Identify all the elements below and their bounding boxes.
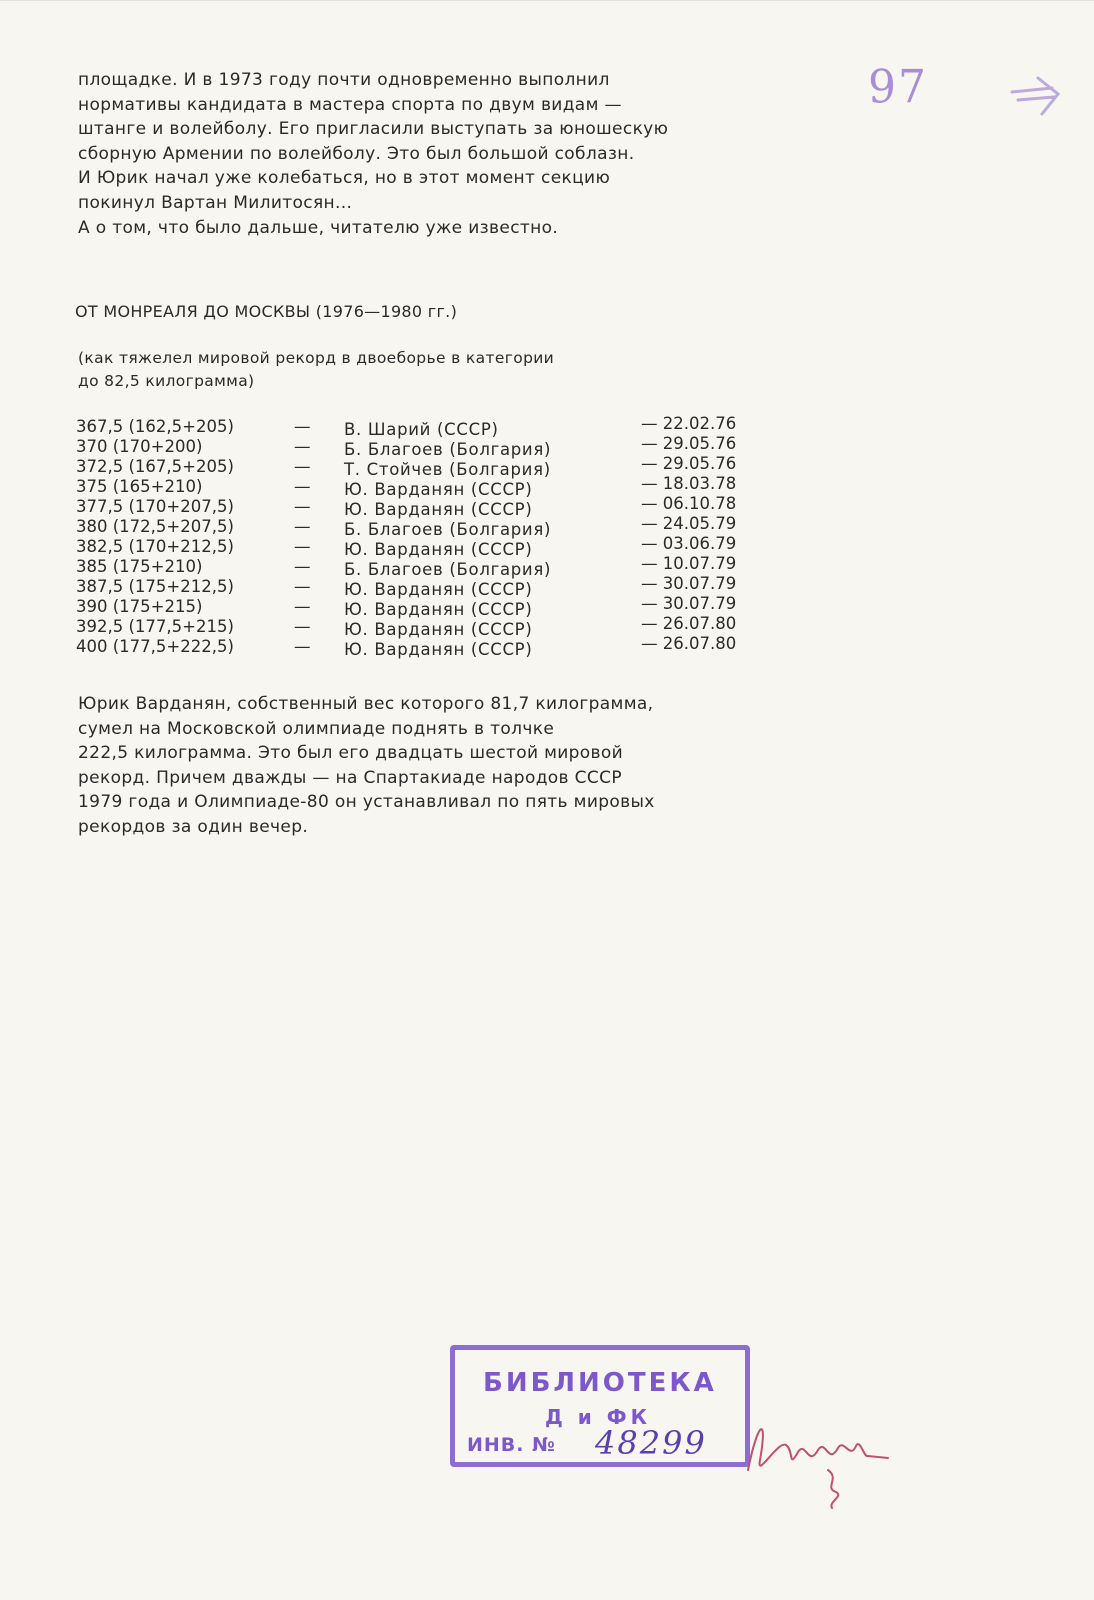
record-score: 375 (165+210) — [76, 477, 203, 496]
record-row — [76, 494, 737, 519]
record-row — [76, 554, 737, 579]
record-date: — 30.07.79 — [641, 594, 737, 613]
intro-line: А о том, что было дальше, читателю уже известно. — [78, 217, 559, 238]
stamp-inventory-label: ИНВ. № — [467, 1434, 556, 1456]
record-dash: — — [294, 537, 311, 556]
record-dash: — — [294, 597, 311, 616]
note-line: до 82,5 килограмма) — [78, 372, 255, 390]
record-row — [76, 534, 737, 559]
record-score: 387,5 (175+212,5) — [76, 577, 234, 596]
signature-mark — [728, 1400, 898, 1510]
record-row — [76, 414, 737, 439]
record-row — [76, 514, 737, 539]
record-holder: Ю. Варданян (СССР) — [344, 500, 533, 519]
record-holder: Б. Благоев (Болгария) — [344, 560, 552, 579]
stamp-frame — [450, 1345, 750, 1467]
record-row — [76, 634, 737, 659]
record-score: 400 (177,5+222,5) — [76, 637, 234, 656]
intro-line: штанге и волейболу. Его пригласили выступать за юношескую — [78, 119, 669, 140]
record-dash: — — [294, 417, 311, 436]
record-score: 385 (175+210) — [76, 557, 203, 576]
intro-line: площадке. И в 1973 году почти одновременно выполнил — [78, 70, 610, 90]
record-holder: Б. Благоев (Болгария) — [344, 440, 552, 459]
record-score: 377,5 (170+207,5) — [76, 497, 234, 516]
intro-paragraph — [78, 68, 728, 240]
record-dash: — — [294, 477, 311, 496]
closing-line: 1979 года и Олимпиаде-80 он устанавливал по пять мировых — [78, 792, 655, 813]
record-dash: — — [294, 437, 311, 456]
record-dash: — — [294, 577, 311, 596]
closing-paragraph — [78, 692, 758, 840]
stamp-inventory-number: 48299 — [595, 1424, 707, 1462]
record-dash: — — [294, 637, 311, 656]
record-holder: Т. Стойчев (Болгария) — [344, 460, 551, 479]
record-holder: Ю. Варданян (СССР) — [344, 540, 533, 559]
record-holder: Ю. Варданян (СССР) — [344, 640, 533, 659]
record-score: 372,5 (167,5+205) — [76, 457, 234, 476]
intro-line: нормативы кандидата в мастера спорта по двум видам — — [78, 94, 622, 115]
closing-line: рекорд. Причем дважды — на Спартакиаде народов СССР — [78, 767, 622, 788]
record-score: 382,5 (170+212,5) — [76, 537, 234, 556]
intro-line: покинул Вартан Милитосян... — [78, 192, 353, 213]
record-score: 367,5 (162,5+205) — [76, 417, 234, 436]
record-row — [76, 434, 737, 459]
record-row — [76, 594, 737, 619]
record-score: 380 (172,5+207,5) — [76, 517, 234, 536]
record-date: — 26.07.80 — [641, 634, 737, 653]
record-score: 390 (175+215) — [76, 597, 203, 616]
record-holder: Б. Благоев (Болгария) — [344, 520, 552, 539]
record-row — [76, 614, 737, 639]
record-row — [76, 574, 737, 599]
closing-line: 222,5 килограмма. Это был его двадцать шестой мировой — [78, 743, 624, 764]
record-date: — 30.07.79 — [641, 574, 737, 593]
library-stamp — [450, 1345, 760, 1475]
record-date: — 10.07.79 — [641, 554, 737, 573]
arrow-mark-icon — [1008, 70, 1068, 120]
record-dash: — — [294, 497, 311, 516]
closing-line: Юрик Варданян, собственный вес которого 81,7 килограмма, — [78, 694, 654, 714]
record-date: — 22.02.76 — [641, 414, 737, 433]
record-row — [76, 474, 737, 499]
record-date: — 03.06.79 — [641, 534, 737, 553]
record-holder: Ю. Варданян (СССР) — [344, 600, 533, 619]
record-date: — 29.05.76 — [641, 454, 737, 473]
section-heading: ОТ МОНРЕАЛЯ ДО МОСКВЫ (1976—1980 гг.) — [75, 302, 458, 321]
record-date: — 26.07.80 — [641, 614, 737, 633]
records-table — [76, 414, 737, 659]
record-holder: В. Шарий (СССР) — [344, 420, 499, 439]
page-number: 97 — [868, 60, 928, 115]
record-holder: Ю. Варданян (СССР) — [344, 480, 533, 499]
record-dash: — — [294, 457, 311, 476]
note-line: (как тяжелел мировой рекорд в двоеборье в категории — [78, 349, 555, 367]
record-score: 370 (170+200) — [76, 437, 203, 456]
intro-line: сборную Армении по волейболу. Это был большой соблазн. — [78, 143, 635, 164]
record-date: — 06.10.78 — [641, 494, 737, 513]
record-date: — 29.05.76 — [641, 434, 737, 453]
record-holder: Ю. Варданян (СССР) — [344, 580, 533, 599]
record-dash: — — [294, 617, 311, 636]
section-note — [78, 347, 638, 393]
intro-line: И Юрик начал уже колебаться, но в этот момент секцию — [78, 168, 611, 189]
record-dash: — — [294, 557, 311, 576]
record-row — [76, 454, 737, 479]
record-holder: Ю. Варданян (СССР) — [344, 620, 533, 639]
record-score: 392,5 (177,5+215) — [76, 617, 234, 636]
stamp-subtitle: Д и ФК — [545, 1405, 651, 1429]
record-date: — 18.03.78 — [641, 474, 737, 493]
stamp-title: БИБЛИОТЕКА — [483, 1368, 717, 1398]
closing-line: сумел на Московской олимпиаде поднять в толчке — [78, 718, 555, 739]
record-date: — 24.05.79 — [641, 514, 737, 533]
closing-line: рекордов за один вечер. — [78, 816, 309, 837]
record-dash: — — [294, 517, 311, 536]
